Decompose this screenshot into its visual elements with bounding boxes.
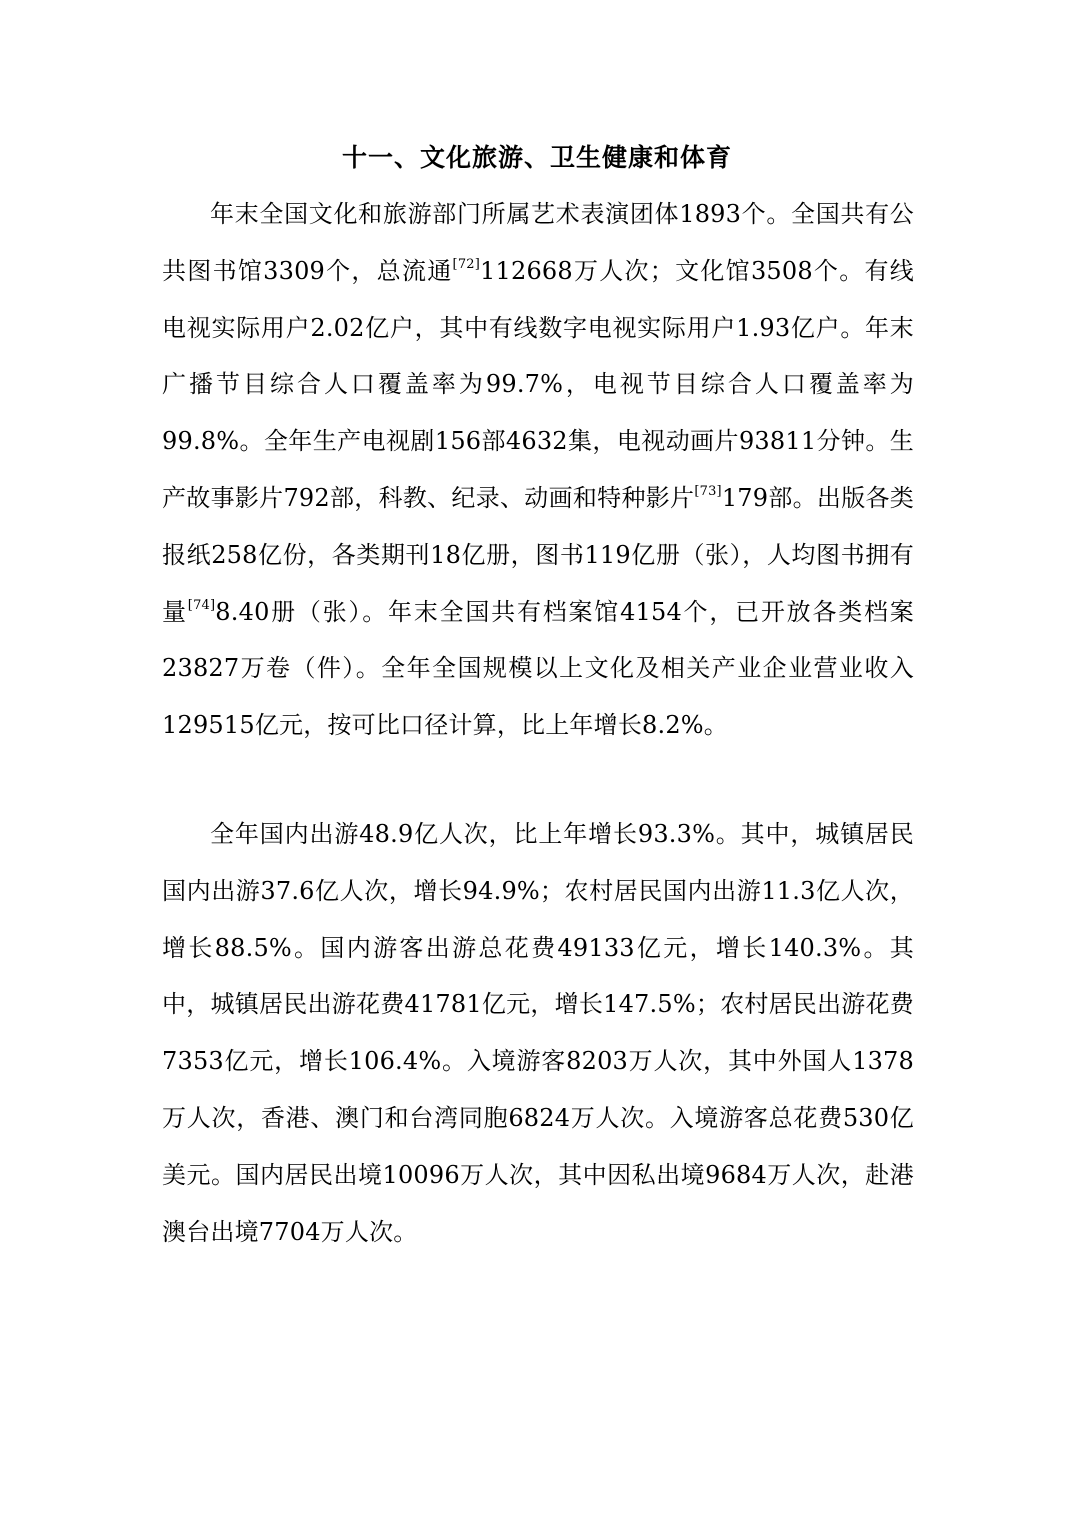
section-title: 十一、文化旅游、卫生健康和体育 (341, 143, 732, 172)
paragraph-tourism: 全年国内出游48.9亿人次，比上年增长93.3%。其中，城镇居民国内出游37.6亿人次，增长94.9%；农村居民国内出游11.3亿人次，增长88.5%。国内游客出游总花费49133亿元，增长140.3%。其中，城镇居民出游花费41781亿元，增长147.5%；农村居民出游花费7353亿元，增长106.4%。入境游客8203万人次，其中外国人1378万人次，香港、澳门和台湾同胞6824万人次。入境游客总花费530亿美元。国内居民出境10096万人次，其中因私出境9684万人次，赴港澳台出境7704万人次。 (162, 820, 914, 1246)
paragraph-culture-text-1: 年末全国文化和旅游部门所属艺术表演团体1893个。全国共有公共图书馆3309个，总流通 (162, 200, 914, 285)
footnote-ref-74: [74] (187, 597, 216, 613)
paragraph-culture-text-2: 112668万人次；文化馆3508个。有线电视实际用户2.02亿户，其中有线数字电视实际用户1.93亿户。年末广播节目综合人口覆盖率为99.7%，电视节目综合人口覆盖率为99.8%。全年生产电视剧156部4632集，电视动画片93811分钟。生产故事影片792部，科教、纪录、动画和特种影片 (162, 256, 914, 512)
paragraph-culture (162, 186, 914, 754)
footnote-ref-72: [72] (452, 256, 481, 272)
paragraph-culture-text-4: 8.40册（张）。年末全国共有档案馆4154个，已开放各类档案23827万卷（件）。全年全国规模以上文化及相关产业企业营业收入129515亿元，按可比口径计算，比上年增长8.2%。 (162, 597, 915, 740)
footnote-ref-73: [73] (694, 483, 722, 499)
paragraph-culture-text-3: 179部。出版各类报纸258亿份，各类期刊18亿册，图书119亿册（张），人均图书拥有量 (162, 483, 914, 626)
